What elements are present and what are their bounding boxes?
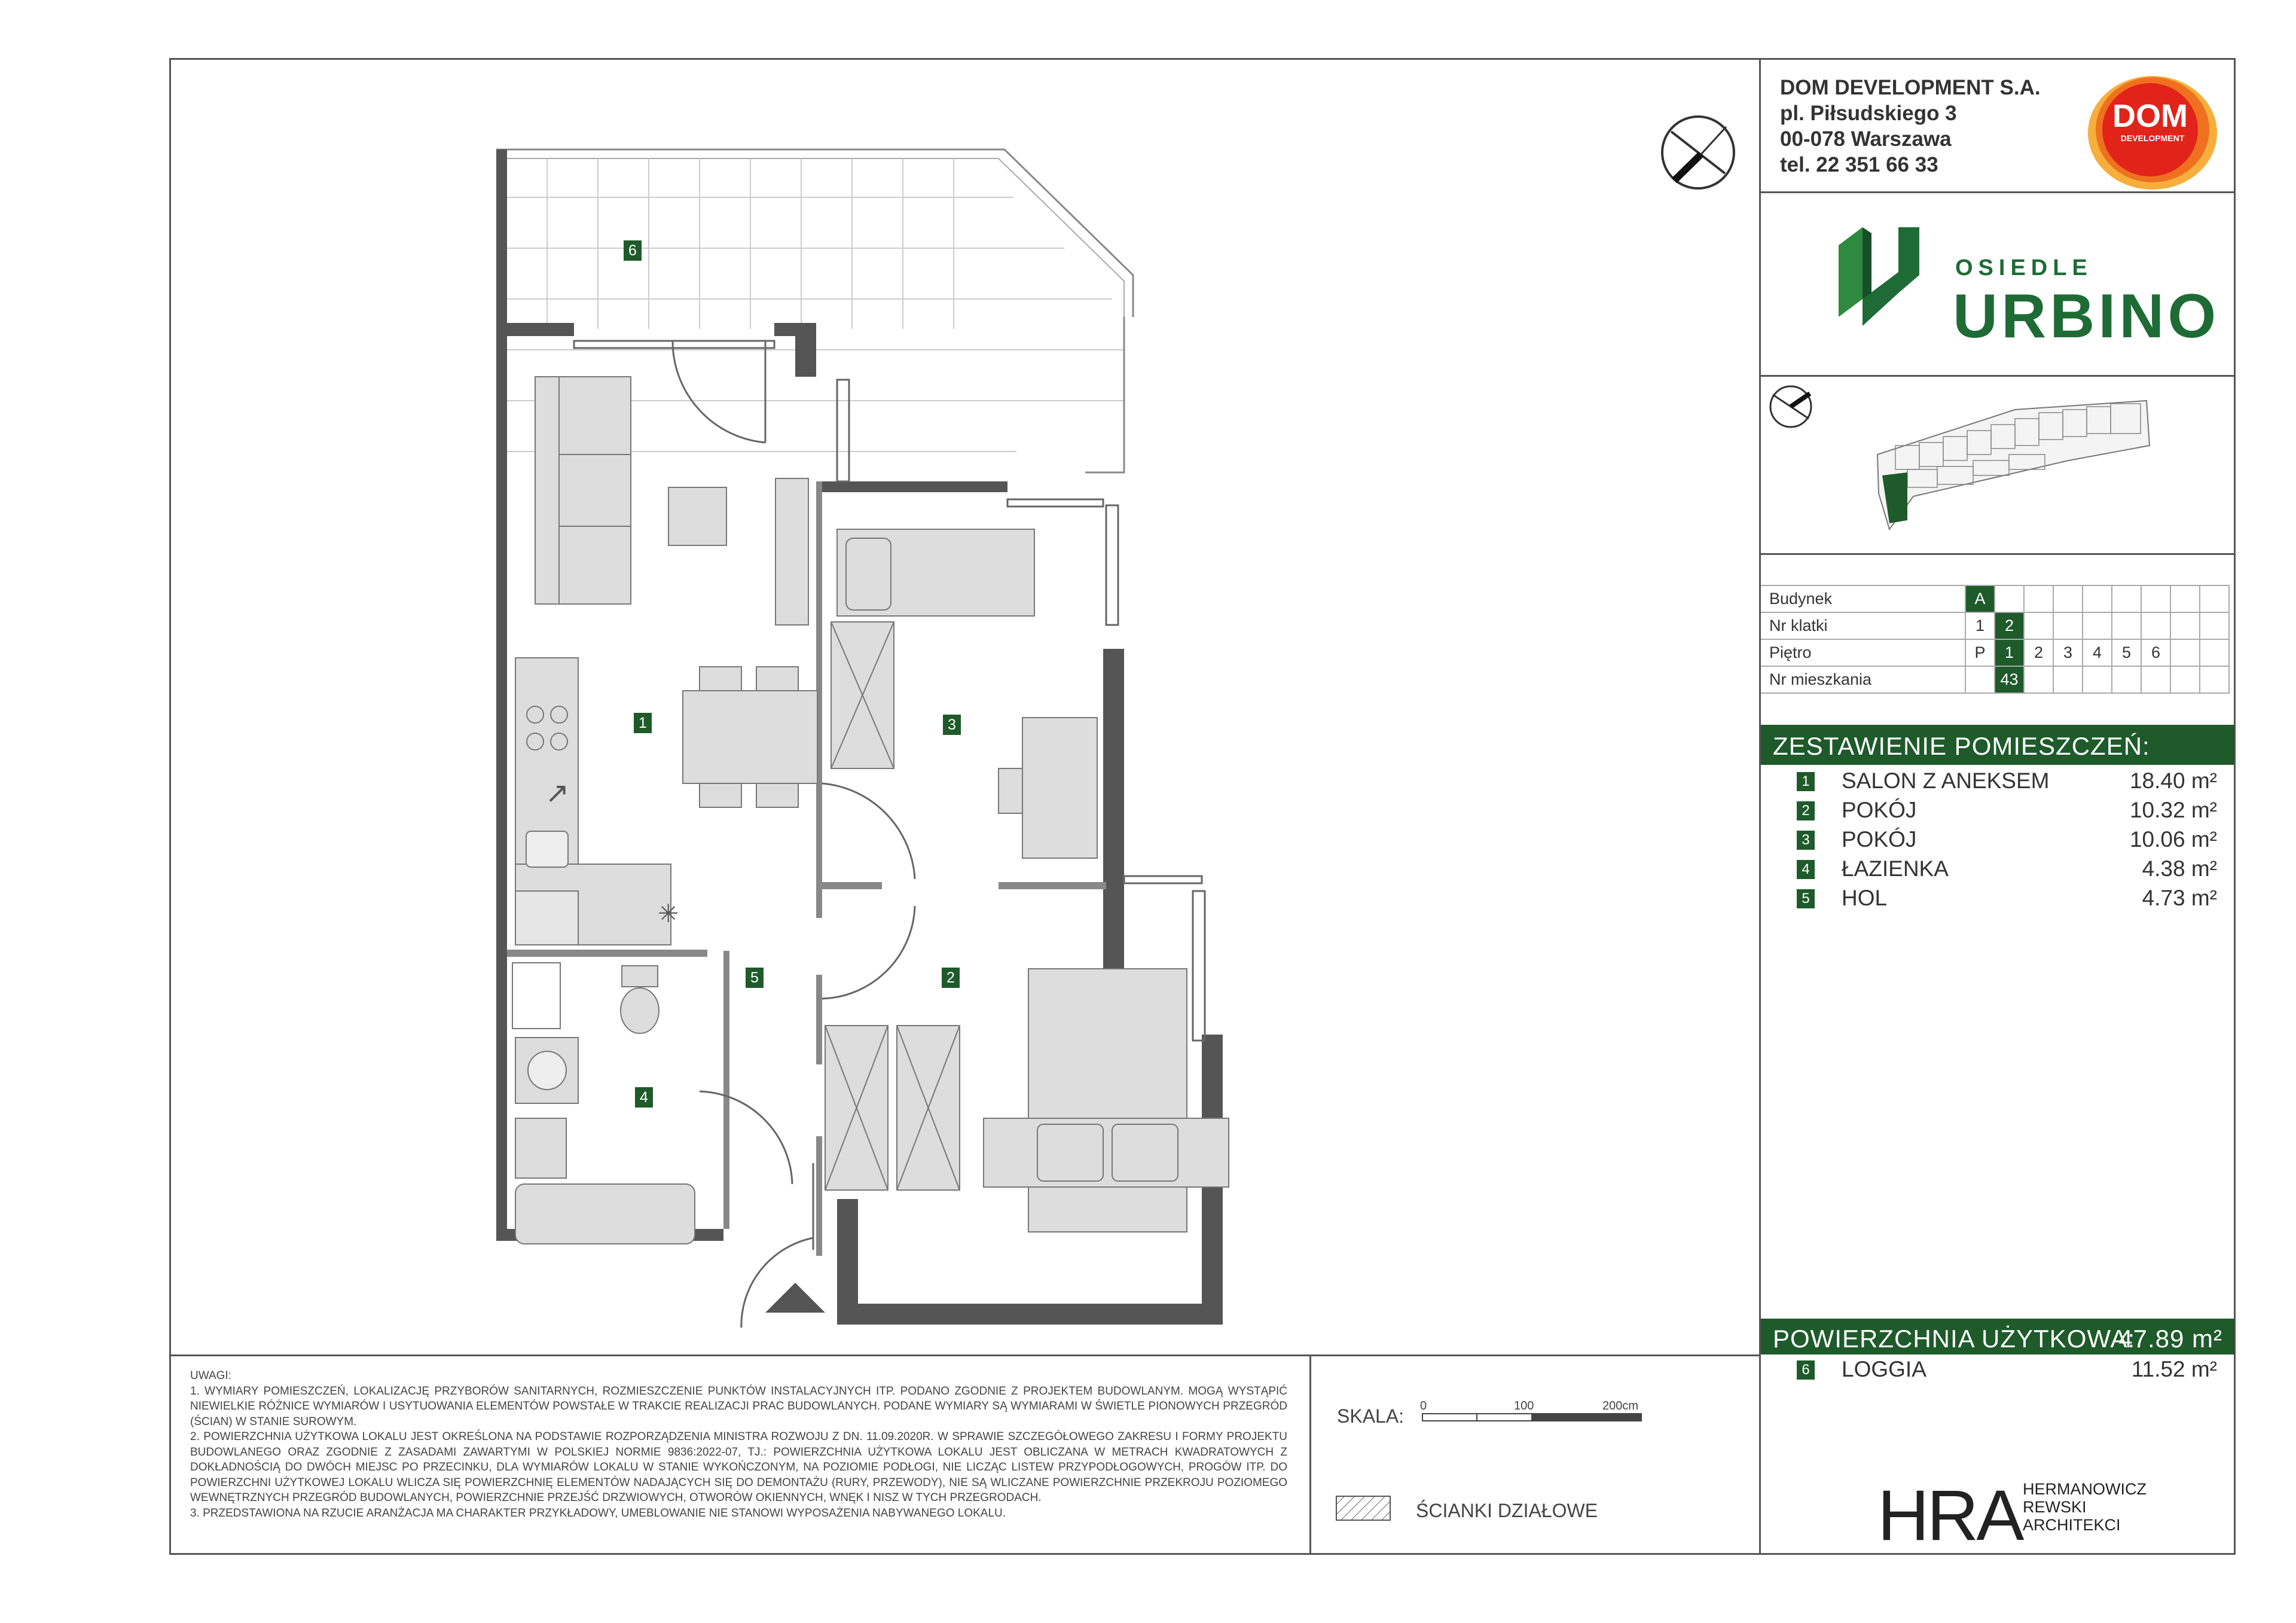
room-name: POKÓJ bbox=[1842, 827, 1917, 852]
info-row bbox=[1761, 585, 2229, 612]
room-area: 4.38 m² bbox=[2142, 856, 2217, 881]
scale-tick-100: 100 bbox=[1514, 1399, 1534, 1413]
info-cell bbox=[2024, 585, 2053, 612]
project-title: URBINO bbox=[1953, 282, 2220, 351]
info-row-label: Piętro bbox=[1761, 639, 1965, 666]
room-name: SALON Z ANEKSEM bbox=[1842, 768, 2050, 793]
loggia-area: 11.52 m² bbox=[2131, 1357, 2217, 1381]
room-row bbox=[1764, 797, 2230, 826]
bathroom-fixtures bbox=[512, 963, 695, 1244]
info-cell bbox=[2083, 612, 2112, 639]
info-cell bbox=[2170, 639, 2200, 666]
info-row bbox=[1761, 639, 2229, 666]
info-cell bbox=[2141, 612, 2170, 639]
company-street: pl. Piłsudskiego 3 bbox=[1780, 102, 1957, 125]
loggia-row bbox=[1764, 1356, 2230, 1385]
logo-development-text: DEVELOPMENT bbox=[2120, 133, 2185, 143]
company-name: DOM DEVELOPMENT S.A. bbox=[1780, 76, 2041, 99]
dining-set bbox=[683, 667, 817, 807]
floor-plan bbox=[478, 138, 1327, 1328]
room-num: 1 bbox=[1797, 772, 1815, 791]
info-cell: 1 bbox=[1995, 639, 2024, 666]
info-cell bbox=[2083, 666, 2112, 693]
usable-area-label: POWIERZCHNIA UŻYTKOWA: bbox=[1773, 1325, 2136, 1353]
info-cell bbox=[2053, 666, 2083, 693]
info-cell: 3 bbox=[2053, 639, 2083, 666]
info-cell bbox=[2170, 585, 2200, 612]
snowflake-icon: ✳ bbox=[658, 899, 679, 928]
room-row bbox=[1764, 826, 2230, 855]
architect-line-3: ARCHITEKCI bbox=[2023, 1516, 2121, 1534]
info-cell bbox=[2141, 585, 2170, 612]
info-cell: 6 bbox=[2141, 639, 2170, 666]
apartment-info-table bbox=[1761, 585, 2230, 694]
project-subtitle: OSIEDLE bbox=[1955, 255, 2093, 280]
info-cell: A bbox=[1965, 585, 1995, 612]
usable-area-row bbox=[1761, 1319, 2234, 1354]
loggia-num: 6 bbox=[1797, 1360, 1815, 1380]
info-cell: 2 bbox=[2024, 639, 2053, 666]
architect-line-1: HERMANOWICZ bbox=[2023, 1480, 2147, 1498]
room-row bbox=[1764, 767, 2230, 797]
scale-label: SKALA: bbox=[1337, 1405, 1405, 1427]
info-cell bbox=[2112, 612, 2141, 639]
info-cell bbox=[2053, 612, 2083, 639]
info-cell bbox=[2200, 639, 2229, 666]
dom-development-logo bbox=[2086, 67, 2223, 193]
info-row-label: Nr klatki bbox=[1761, 612, 1965, 639]
info-cell: 5 bbox=[2112, 639, 2141, 666]
header-divider-2 bbox=[1759, 375, 2236, 377]
info-cell bbox=[2200, 585, 2229, 612]
urbino-logo-icon bbox=[1839, 227, 1922, 335]
company-phone: tel. 22 351 66 33 bbox=[1780, 153, 1938, 176]
usable-area-value: 47.89 m² bbox=[2118, 1325, 2222, 1353]
bottom-strip-divider bbox=[169, 1354, 1761, 1356]
architect-logo: HRA bbox=[1877, 1475, 2022, 1555]
room-num: 4 bbox=[1797, 860, 1815, 879]
north-arrow-icon bbox=[1659, 114, 1737, 191]
partition-hatch-icon bbox=[1335, 1495, 1392, 1522]
scale-tick-200: 200cm bbox=[1602, 1399, 1639, 1413]
scale-bar bbox=[1422, 1413, 1643, 1424]
info-cell: 43 bbox=[1995, 666, 2024, 693]
room-area: 4.73 m² bbox=[2142, 886, 2217, 910]
company-address bbox=[1780, 75, 2041, 178]
info-cell bbox=[2170, 666, 2200, 693]
room-num: 5 bbox=[1797, 889, 1815, 908]
plan-label-pokoj-2: 2 bbox=[942, 968, 960, 988]
info-cell bbox=[2112, 585, 2141, 612]
info-cell bbox=[2112, 666, 2141, 693]
sofa bbox=[535, 377, 631, 604]
info-row bbox=[1761, 666, 2229, 693]
room-name: ŁAZIENKA bbox=[1842, 856, 1949, 881]
notes-divider bbox=[1309, 1354, 1311, 1555]
info-cell bbox=[2141, 666, 2170, 693]
site-key-plan bbox=[1871, 398, 2152, 532]
header-divider-3 bbox=[1759, 553, 2236, 555]
room-area: 10.06 m² bbox=[2129, 827, 2217, 852]
company-city: 00-078 Warszawa bbox=[1780, 127, 1952, 151]
coffee-table bbox=[668, 487, 726, 545]
plan-label-salon: 1 bbox=[634, 713, 652, 733]
architect-name bbox=[2023, 1480, 2147, 1534]
room-num: 2 bbox=[1797, 801, 1815, 820]
room-area: 10.32 m² bbox=[2129, 798, 2217, 822]
notes bbox=[190, 1368, 1287, 1521]
kitchen-counter bbox=[515, 658, 671, 945]
info-cell bbox=[2024, 666, 2053, 693]
plan-label-lazienka: 4 bbox=[635, 1087, 653, 1108]
room-num: 3 bbox=[1797, 831, 1815, 850]
fridge-icon: ↗ bbox=[545, 776, 570, 810]
entrance-arrow-icon bbox=[765, 1283, 825, 1313]
info-cell bbox=[2200, 666, 2229, 693]
bed-room-2 bbox=[825, 969, 1229, 1232]
room-row bbox=[1764, 855, 2230, 884]
notes-title: UWAGI: bbox=[190, 1369, 231, 1382]
room-name: HOL bbox=[1842, 886, 1888, 910]
plan-label-pokoj-3: 3 bbox=[943, 715, 961, 735]
scale-tick-0: 0 bbox=[1420, 1399, 1427, 1413]
architect-line-2: REWSKI bbox=[2023, 1498, 2087, 1516]
minimap-north-icon bbox=[1767, 383, 1815, 431]
note-1: 1. WYMIARY POMIESZCZEŃ, LOKALIZACJĘ PRZYBORÓW SANITARNYCH, ROZMIESZCZENIE PUNKTÓW INSTALACYJNYCH ITP. PODANO ZGODNIE Z PROJEKTEM BUDOWLANYM. MOGĄ WYSTĄPIĆ NIEWIELKIE RÓŻNICE WYMIARÓW I USYTUOWANIA ELEMENTÓW POWSTAŁE W TRAKCIE REALIZACJI PRAC BUDOWLANYCH. PODANE WYMIARY SĄ WYMIARAMI W ŚWIETLE PIONOWYCH PRZEGRÓD (ŚCIAN) W STANIE SUROWYM. bbox=[190, 1384, 1287, 1428]
logo-dom-text: DOM bbox=[2112, 98, 2188, 134]
info-cell bbox=[2200, 612, 2229, 639]
rooms-heading: ZESTAWIENIE POMIESZCZEŃ: bbox=[1761, 725, 2234, 765]
tv-cabinet bbox=[775, 478, 808, 625]
bed-room-3 bbox=[831, 529, 1097, 858]
info-cell bbox=[2170, 612, 2200, 639]
info-row-label: Nr mieszkania bbox=[1761, 666, 1965, 693]
info-cell: P bbox=[1965, 639, 1995, 666]
loggia-name: LOGGIA bbox=[1842, 1357, 1926, 1381]
partition-label: ŚCIANKI DZIAŁOWE bbox=[1416, 1500, 1598, 1521]
info-cell bbox=[1995, 585, 2024, 612]
note-2: 2. POWIERZCHNIA UŻYTKOWA LOKALU JEST OKREŚLONA NA PODSTAWIE ROZPORZĄDZENIA MINISTRA ROZWOJU Z DN. 11.09.2020R. W SPRAWIE SZCZEGÓŁOWEGO ZAKRESU I FORMY PROJEKTU BUDOWLANEGO ORAZ ZGODNIE Z ZASADAMI ZAWARTYMI W POLSKIEJ NORMIE 9836:2022-07, TJ.: POWIERZCHNIA UŻYTKOWA LOKALU JEST OBLICZANA W METRACH KWADRATOWYCH Z DOKŁADNOŚCIĄ DO DWÓCH MIEJSC PO PRZECINKU, DLA WYMIARÓW LOKALU W STANIE WYKOŃCZONYM, NA POZIOMIE PODŁOGI, NIE LICZĄC LISTEW PRZYPODŁOGOWYCH, PROGÓW ITP. DO POWIERZCHNI UŻYTKOWEJ LOKALU WLICZA SIĘ POWIERZCHNIĘ ELEMENTÓW NADAJĄCYCH SIĘ DO DEMONTAŻU (RURY, PRZEWODY), NIE SĄ WLICZANE POWIERZCHNIE PRZEKROJU POZIOMEGO WEWNĘTRZNYCH PRZEGRÓD BUDOWLANYCH, POWIERZCHNIE PRZEJŚĆ DRZWIOWYCH, OTWORÓW OKIENNYCH, WNĘK I NISZ W TYCH PRZEGRODACH. bbox=[190, 1430, 1287, 1504]
room-area: 18.40 m² bbox=[2129, 768, 2217, 793]
plan-label-loggia: 6 bbox=[624, 240, 642, 261]
info-row bbox=[1761, 612, 2229, 639]
info-cell bbox=[1965, 666, 1995, 693]
info-row-label: Budynek bbox=[1761, 585, 1965, 612]
info-cell bbox=[2083, 585, 2112, 612]
info-cell: 2 bbox=[1995, 612, 2024, 639]
info-cell: 4 bbox=[2083, 639, 2112, 666]
room-name: POKÓJ bbox=[1842, 798, 1917, 822]
room-row bbox=[1764, 884, 2230, 914]
note-3: 3. PRZEDSTAWIONA NA RZUCIE ARANŻACJA MA CHARAKTER PRZYKŁADOWY, UMEBLOWANIE NIE STANOWI WYPOSAŻENIA NABYWANEGO LOKALU. bbox=[190, 1506, 1006, 1520]
info-cell bbox=[2053, 585, 2083, 612]
info-cell: 1 bbox=[1965, 612, 1995, 639]
info-cell bbox=[2024, 612, 2053, 639]
plan-label-hol: 5 bbox=[746, 968, 764, 988]
